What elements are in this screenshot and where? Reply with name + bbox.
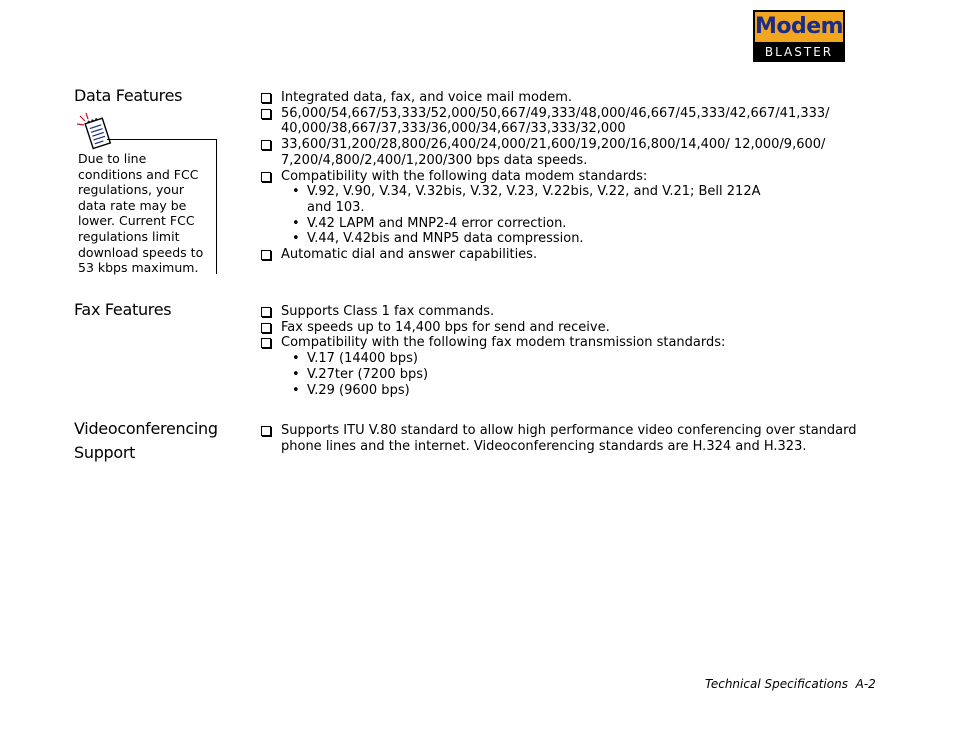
videoconferencing-heading-line2: Support — [74, 443, 136, 462]
sub-list-item: • V.17 (14400 bps) — [292, 351, 418, 367]
list-item: Automatic dial and answer capabilities. — [260, 247, 880, 263]
sub-list-item: • V.29 (9600 bps) — [292, 382, 410, 398]
fax-features-section — [260, 304, 880, 398]
list-item: Supports Class 1 fax commands. — [260, 304, 880, 320]
videoconferencing-heading-line1: Videoconferencing — [74, 419, 218, 438]
list-item: Compatibility with the following fax modem transmission standards: — [260, 335, 880, 351]
margin-note-text: Due to line conditions and FCC regulations, your data rate may be lower. Current FCC regulations limit download speeds to 53 kbps maximum. — [78, 151, 204, 276]
bullet-dot-icon: • — [292, 231, 300, 247]
bullet-dot-icon: • — [292, 351, 300, 367]
list-item: 33,600/31,200/28,800/26,400/24,000/21,600/19,200/16,800/14,400/ 12,000/9,600/ 7,200/4,800/2,400/1,200/300 bps data speeds. — [260, 137, 880, 168]
sub-list-item: • V.42 LAPM and MNP2-4 error correction. — [292, 215, 567, 231]
checkbox-bullet-icon — [261, 426, 271, 436]
logo-blaster-text: BLASTER — [764, 45, 834, 59]
videoconferencing-heading — [74, 417, 218, 465]
checkbox-bullet-icon — [261, 307, 271, 317]
checkbox-bullet-icon — [261, 93, 271, 103]
checkbox-bullet-icon — [261, 323, 271, 333]
list-item: 56,000/54,667/53,333/52,000/50,667/49,333/48,000/46,667/45,333/42,667/41,333/ 40,000/38,667/37,333/36,000/34,667/33,333/32,000 — [260, 106, 880, 137]
checkbox-bullet-icon — [261, 338, 271, 348]
sub-list-item: • V.92, V.90, V.34, V.32bis, V.32, V.23, V.22bis, V.22, and V.21; Bell 212A and 103. — [292, 184, 761, 215]
fax-features-heading: Fax Features — [74, 300, 172, 319]
sub-list-item: • V.44, V.42bis and MNP5 data compression. — [292, 231, 584, 247]
footer-section-title: Technical Specifications — [705, 677, 848, 691]
data-features-section — [260, 90, 880, 263]
bullet-dot-icon: • — [292, 382, 300, 398]
list-item: Supports ITU V.80 standard to allow high performance video conferencing over standard phone lines and the internet. Videoconferencing standards are H.324 and H.323. — [260, 423, 880, 454]
bullet-dot-icon: • — [292, 184, 300, 200]
note-divider-horizontal — [107, 139, 217, 140]
page-footer — [705, 677, 876, 691]
videoconferencing-section — [260, 423, 880, 454]
modem-blaster-logo — [753, 10, 845, 62]
checkbox-bullet-icon — [261, 172, 271, 182]
list-item: Compatibility with the following data modem standards: — [260, 169, 880, 185]
bullet-dot-icon: • — [292, 366, 300, 382]
data-features-heading: Data Features — [74, 86, 183, 105]
logo-modem-text: Modem — [755, 12, 843, 42]
checkbox-bullet-icon — [261, 109, 271, 119]
checkbox-bullet-icon — [261, 250, 271, 260]
note-divider-vertical — [216, 139, 217, 274]
note-pad-icon — [75, 112, 115, 152]
list-item: Integrated data, fax, and voice mail modem. — [260, 90, 880, 106]
sub-list-item: • V.27ter (7200 bps) — [292, 366, 429, 382]
checkbox-bullet-icon — [261, 140, 271, 150]
footer-page-number: A-2 — [855, 677, 876, 691]
bullet-dot-icon: • — [292, 215, 300, 231]
list-item: Fax speeds up to 14,400 bps for send and receive. — [260, 320, 880, 336]
